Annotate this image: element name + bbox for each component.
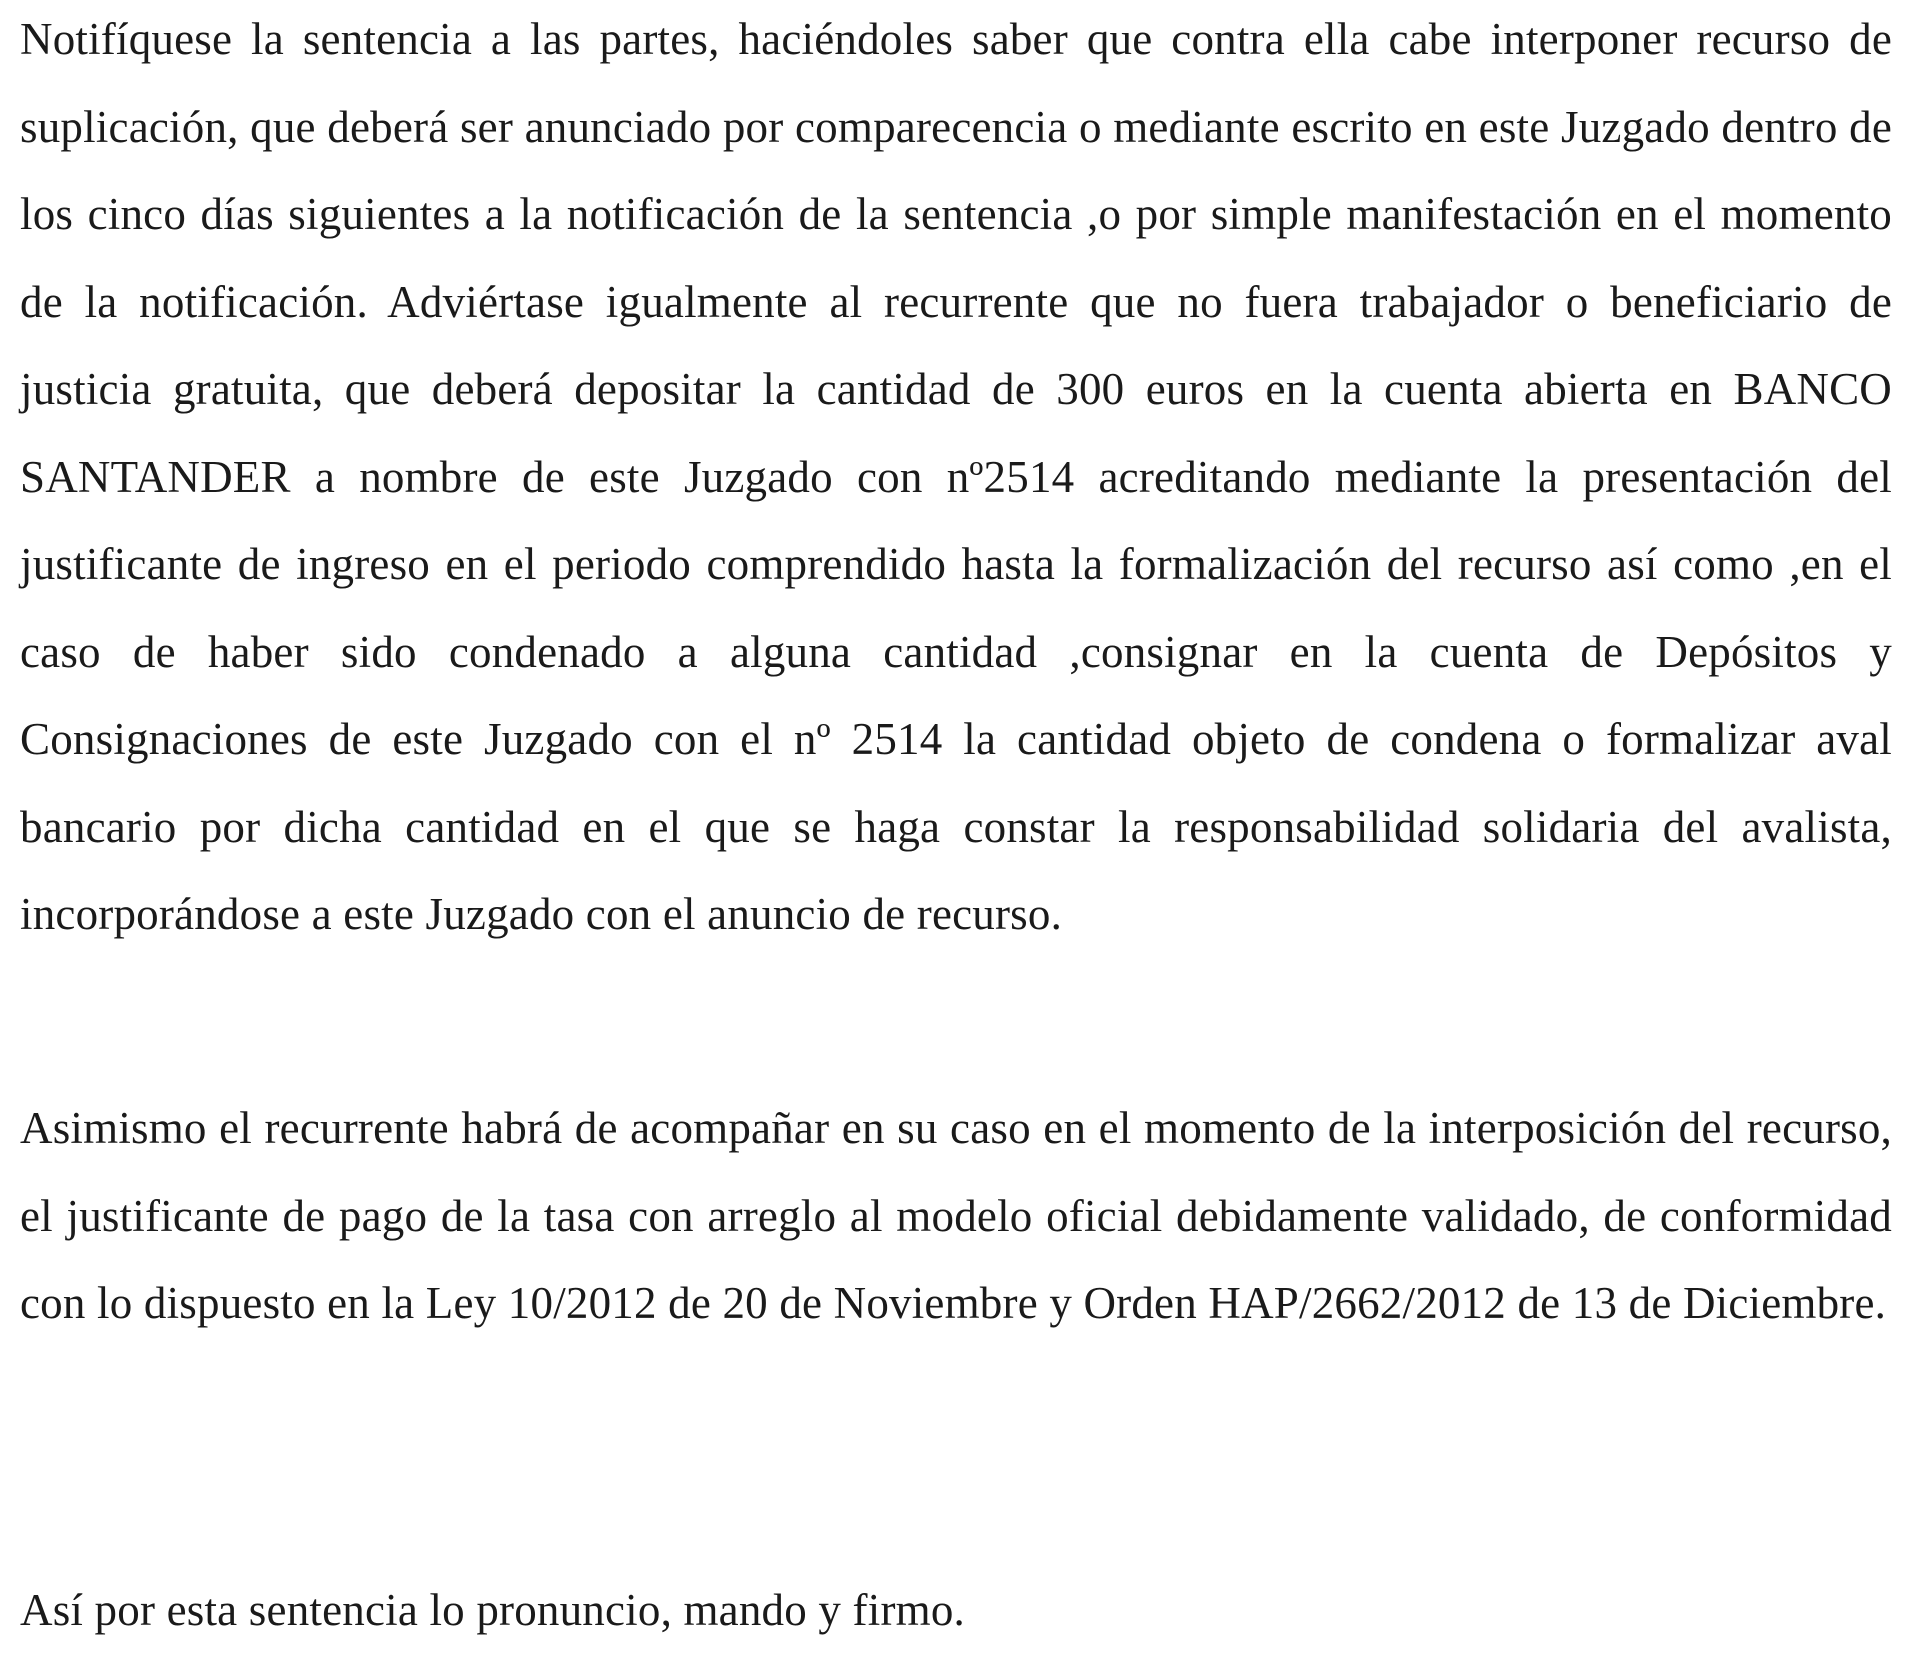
- fee-paragraph: Asimismo el recurrente habrá de acompañar en su caso en el momento de la interposición del recurso, el justificante de pago de la tasa con arreglo al modelo oficial debidamente validado, de conformidad con lo dispuesto en la Ley 10/2012 de 20 de Noviembre y Orden HAP/2662/2012 de 13 de Diciembre.: [20, 1103, 1892, 1328]
- closing-paragraph: Así por esta sentencia lo pronuncio, mando y firmo.: [20, 1585, 965, 1635]
- notification-paragraph: Notifíquese la sentencia a las partes, haciéndoles saber que contra ella cabe interponer recurso de suplicación, que deberá ser anunciado por comparecencia o mediante escrito en este Juzgado dentro de los cinco días siguientes a la notificación de la sentencia ,o por simple manifestación en el momento de la notificación. Adviértase igualmente al recurrente que no fuera trabajador o beneficiario de justicia gratuita, que deberá depositar la cantidad de 300 euros en la cuenta abierta en BANCO SANTANDER a nombre de este Juzgado con nº2514 acreditando mediante la presentación del justificante de ingreso en el periodo comprendido hasta la formalización del recurso así como ,en el caso de haber sido condenado a alguna cantidad ,consignar en la cuenta de Depósitos y Consignaciones de este Juzgado con el nº 2514 la cantidad objeto de condena o formalizar aval bancario por dicha cantidad en el que se haga constar la responsabilidad solidaria del avalista, incorporándose a este Juzgado con el anuncio de recurso.: [20, 14, 1892, 939]
